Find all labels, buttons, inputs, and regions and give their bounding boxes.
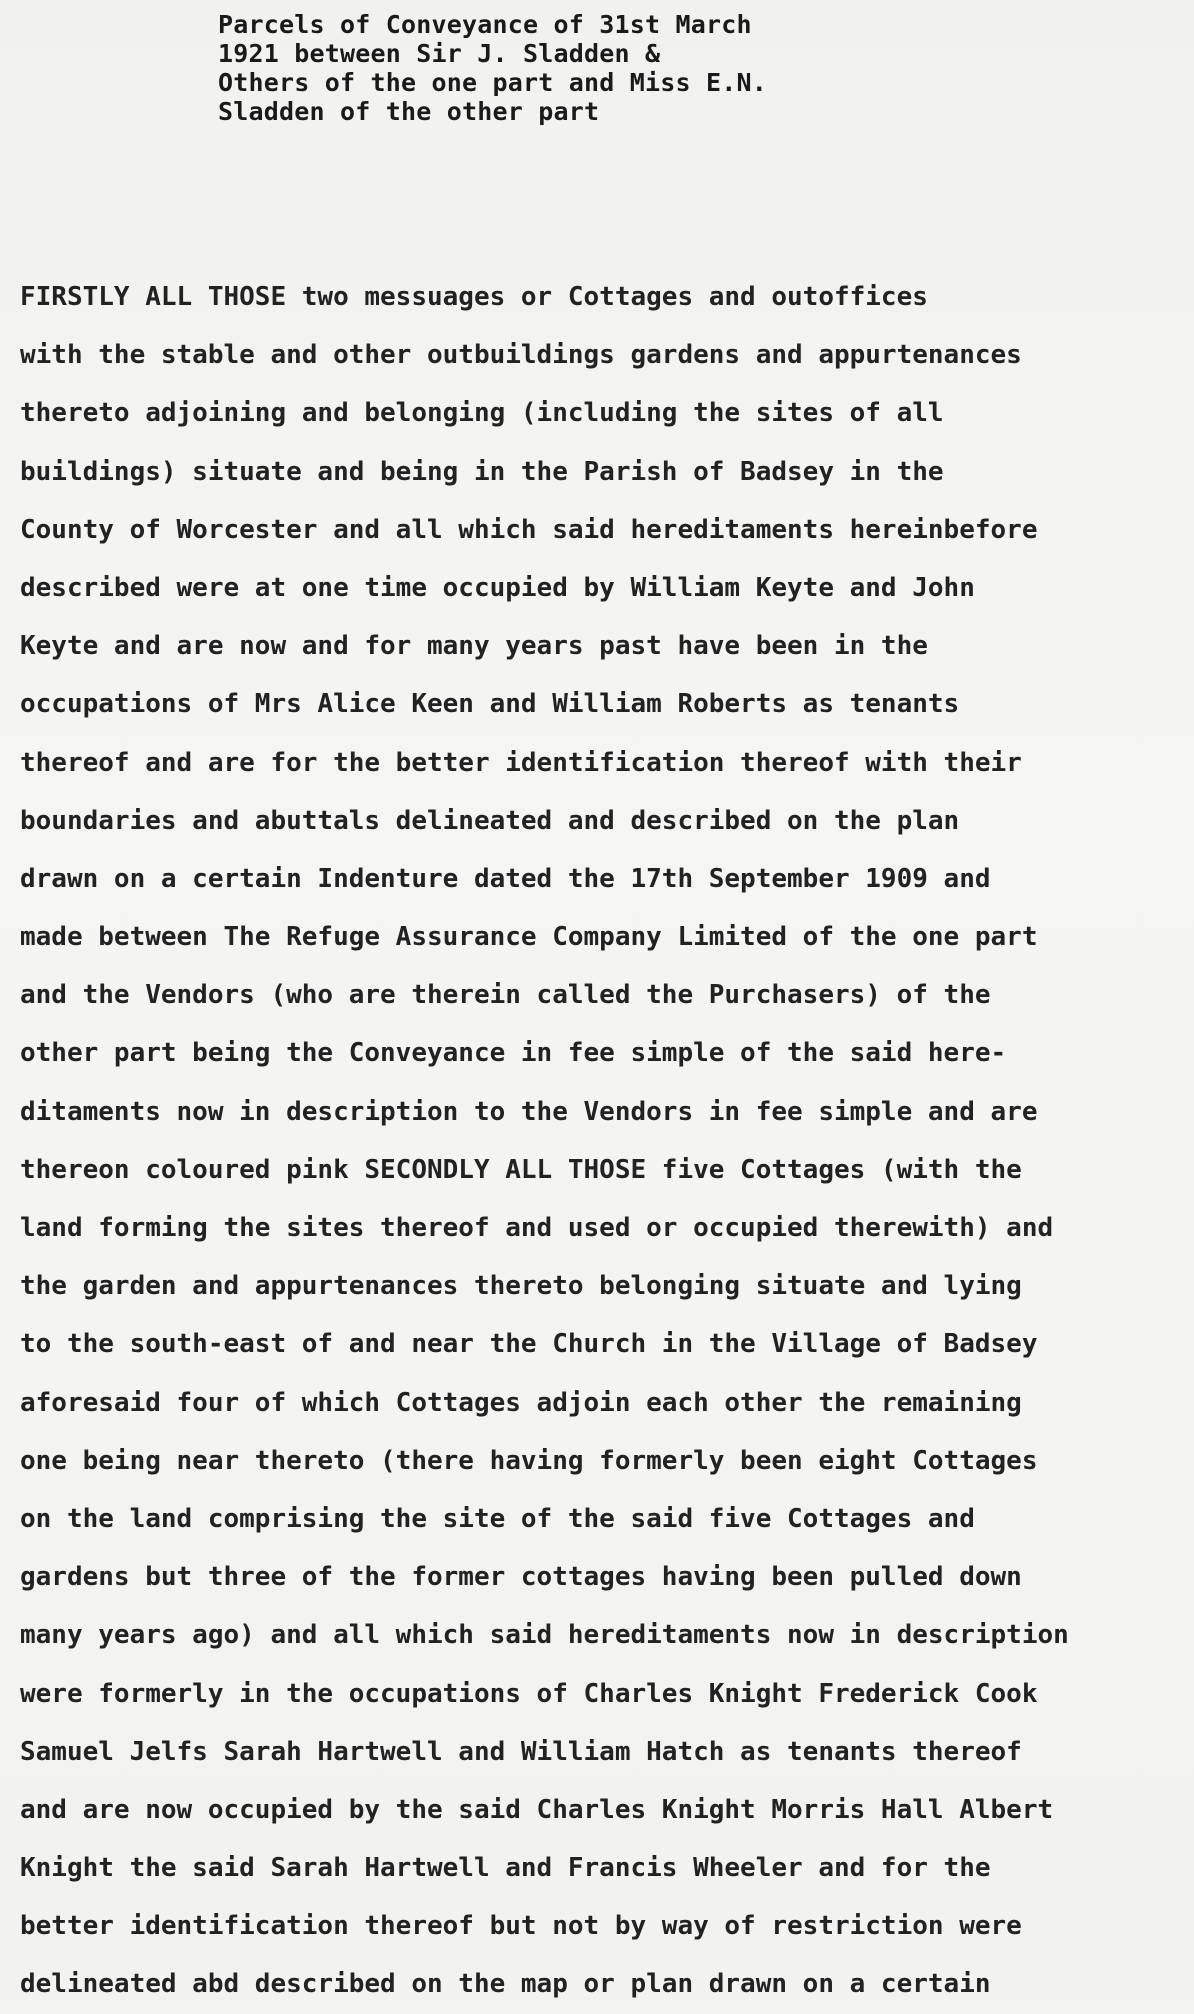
- heading-line: Sladden of the other part: [218, 97, 600, 126]
- body-line: better identification thereof but not by way of restriction were: [20, 1911, 1022, 1942]
- body-line: other part being the Conveyance in fee simple of the said here-: [20, 1038, 1007, 1069]
- body-line: many years ago) and all which said hereditaments now in description: [20, 1620, 1069, 1651]
- body-line: aforesaid four of which Cottages adjoin each other the remaining: [20, 1387, 1022, 1418]
- body-line: Samuel Jelfs Sarah Hartwell and William Hatch as tenants thereof: [20, 1736, 1022, 1767]
- heading-line: 1921 between Sir J. Sladden &: [218, 39, 661, 68]
- heading-line: Others of the one part and Miss E.N.: [218, 68, 768, 97]
- body-line: were formerly in the occupations of Charles Knight Frederick Cook: [20, 1678, 1038, 1709]
- body-line: County of Worcester and all which said hereditaments hereinbefore: [20, 514, 1038, 545]
- document-body: [20, 268, 1180, 2014]
- body-line: boundaries and abuttals delineated and described on the plan: [20, 805, 960, 836]
- body-line: drawn on a certain Indenture dated the 17th September 1909 and: [20, 863, 991, 894]
- body-line: land forming the sites thereof and used or occupied therewith) and: [20, 1213, 1054, 1243]
- body-line: and the Vendors (who are therein called the Purchasers) of the: [20, 980, 991, 1011]
- body-line: occupations of Mrs Alice Keen and William Roberts as tenants: [20, 689, 960, 720]
- body-line: with the stable and other outbuildings gardens and appurtenances: [20, 340, 1022, 371]
- body-line: thereto adjoining and belonging (including the sites of all: [20, 398, 944, 429]
- body-line: one being near thereto (there having formerly been eight Cottages: [20, 1445, 1038, 1476]
- body-line: FIRSTLY ALL THOSE two messuages or Cottages and outoffices: [20, 282, 928, 312]
- body-line: ditaments now in description to the Vendors in fee simple and are: [20, 1096, 1038, 1127]
- body-line: the garden and appurtenances thereto belonging situate and lying: [20, 1271, 1022, 1302]
- body-line: Keyte and are now and for many years past have been in the: [20, 631, 928, 662]
- body-line: to the south-east of and near the Church in the Village of Badsey: [20, 1329, 1038, 1360]
- body-line: buildings) situate and being in the Parish of Badsey in the: [20, 456, 944, 487]
- body-line: gardens but three of the former cottages having been pulled down: [20, 1562, 1022, 1593]
- body-line: on the land comprising the site of the said five Cottages and: [20, 1503, 975, 1534]
- heading-line: Parcels of Conveyance of 31st March: [218, 10, 752, 39]
- body-line: described were at one time occupied by William Keyte and John: [20, 572, 975, 603]
- body-line: Knight the said Sarah Hartwell and Francis Wheeler and for the: [20, 1853, 991, 1884]
- body-line: thereon coloured pink SECONDLY ALL THOSE five Cottages (with the: [20, 1154, 1022, 1185]
- body-line: and are now occupied by the said Charles Knight Morris Hall Albert: [20, 1794, 1054, 1825]
- body-line: made between The Refuge Assurance Company Limited of the one part: [20, 922, 1038, 953]
- body-line: delineated abd described on the map or plan drawn on a certain: [20, 1969, 991, 2000]
- body-line: thereof and are for the better identification thereof with their: [20, 747, 1022, 778]
- document-heading: [218, 10, 767, 126]
